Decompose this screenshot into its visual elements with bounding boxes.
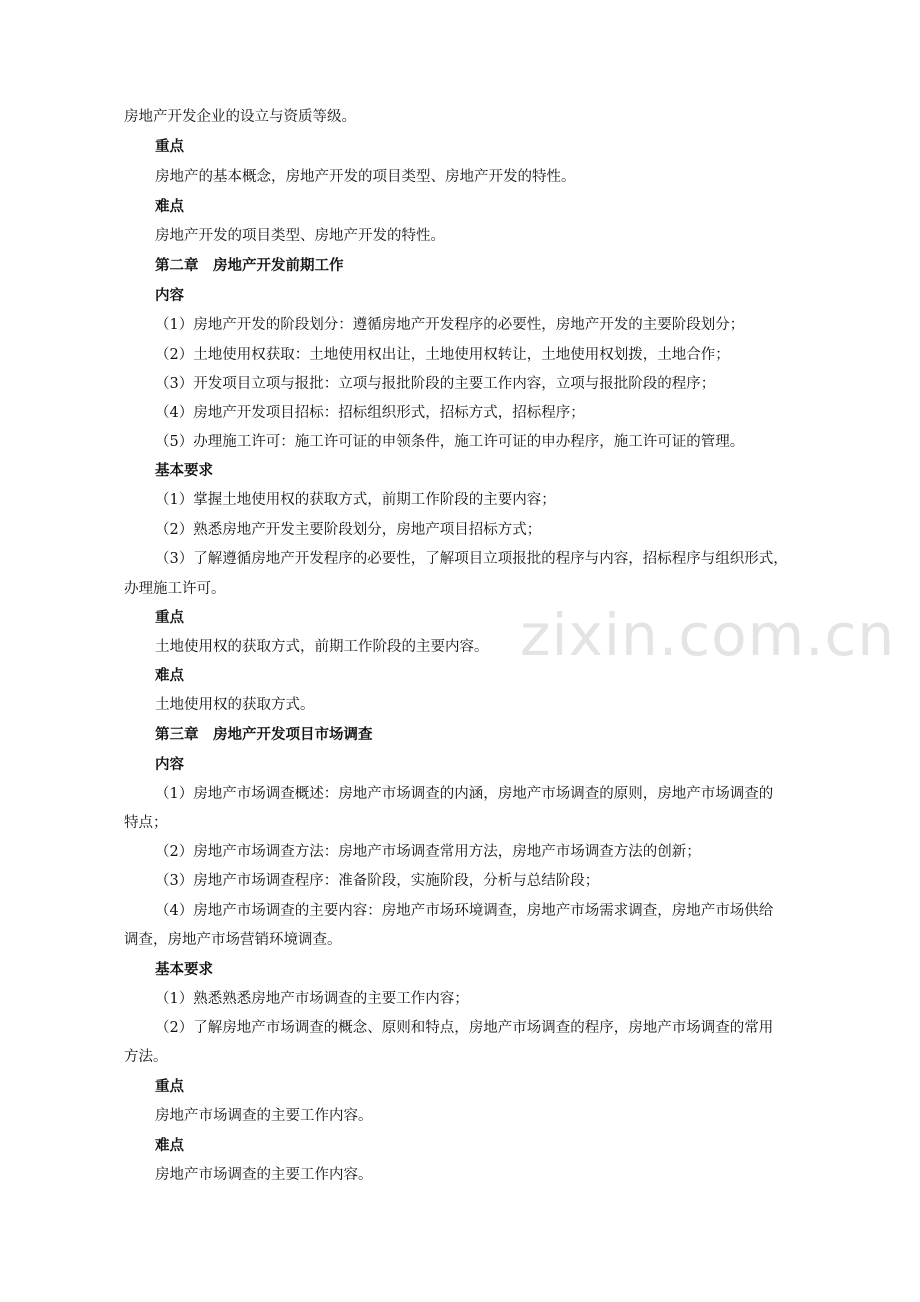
- section-heading-key-points: 重点: [155, 138, 184, 155]
- section-heading-key-points: 重点: [155, 609, 184, 626]
- list-item: （4）房地产市场调查的主要内容：房地产市场环境调查，房地产市场需求调查，房地产市场供给: [155, 903, 774, 919]
- section-heading-content: 内容: [155, 287, 184, 304]
- section-heading-content: 内容: [155, 756, 184, 773]
- watermark: zixin.com.cn: [520, 601, 896, 669]
- list-item-continuation: 调查，房地产市场营销环境调查。: [124, 932, 342, 948]
- list-item: （1）掌握土地使用权的获取方式，前期工作阶段的主要内容；: [155, 492, 556, 508]
- list-item: （3）房地产市场调查程序：准备阶段，实施阶段，分析与总结阶段；: [155, 873, 600, 889]
- list-item-continuation: 方法。: [124, 1049, 168, 1065]
- section-heading-difficulties: 难点: [155, 198, 184, 215]
- paragraph-line: 土地使用权的获取方式。: [155, 697, 315, 713]
- list-item: （1）熟悉熟悉房地产市场调查的主要工作内容；: [155, 991, 469, 1007]
- section-heading-requirements: 基本要求: [155, 961, 213, 978]
- list-item: （2）了解房地产市场调查的概念、原则和特点，房地产市场调查的程序，房地产市场调查的常用: [155, 1020, 774, 1036]
- paragraph-line: 房地产的基本概念，房地产开发的项目类型、房地产开发的特性。: [155, 169, 576, 185]
- section-heading-key-points: 重点: [155, 1078, 184, 1095]
- list-item-continuation: 特点；: [124, 815, 168, 831]
- section-heading-difficulties: 难点: [155, 667, 184, 684]
- section-heading-requirements: 基本要求: [155, 462, 213, 479]
- list-item: （1）房地产开发的阶段划分：遵循房地产开发程序的必要性，房地产开发的主要阶段划分；: [155, 317, 745, 333]
- list-item: （3）了解遵循房地产开发程序的必要性，了解项目立项报批的程序与内容，招标程序与组织形式，: [155, 551, 788, 567]
- list-item: （2）熟悉房地产开发主要阶段划分，房地产项目招标方式；: [155, 522, 542, 538]
- chapter-heading: 第三章 房地产开发项目市场调查: [155, 726, 373, 743]
- chapter-heading: 第二章 房地产开发前期工作: [155, 257, 344, 274]
- list-item: （5）办理施工许可：施工许可证的申领条件，施工许可证的申办程序，施工许可证的管理。: [155, 434, 745, 450]
- list-item: （4）房地产开发项目招标：招标组织形式，招标方式，招标程序；: [155, 405, 585, 421]
- paragraph-line: 房地产开发企业的设立与资质等级。: [124, 109, 356, 125]
- paragraph-line: 房地产开发的项目类型、房地产开发的特性。: [155, 228, 445, 244]
- paragraph-line: 房地产市场调查的主要工作内容。: [155, 1167, 373, 1183]
- list-item-continuation: 办理施工许可。: [124, 581, 226, 597]
- paragraph-line: 土地使用权的获取方式，前期工作阶段的主要内容。: [155, 639, 489, 655]
- section-heading-difficulties: 难点: [155, 1137, 184, 1154]
- list-item: （2）房地产市场调查方法：房地产市场调查常用方法，房地产市场调查方法的创新；: [155, 844, 701, 860]
- paragraph-line: 房地产市场调查的主要工作内容。: [155, 1108, 373, 1124]
- list-item: （3）开发项目立项与报批：立项与报批阶段的主要工作内容，立项与报批阶段的程序；: [155, 376, 716, 392]
- list-item: （2）土地使用权获取：土地使用权出让，土地使用权转让，土地使用权划拨，土地合作；: [155, 347, 730, 363]
- list-item: （1）房地产市场调查概述：房地产市场调查的内涵，房地产市场调查的原则，房地产市场调查的: [155, 786, 774, 802]
